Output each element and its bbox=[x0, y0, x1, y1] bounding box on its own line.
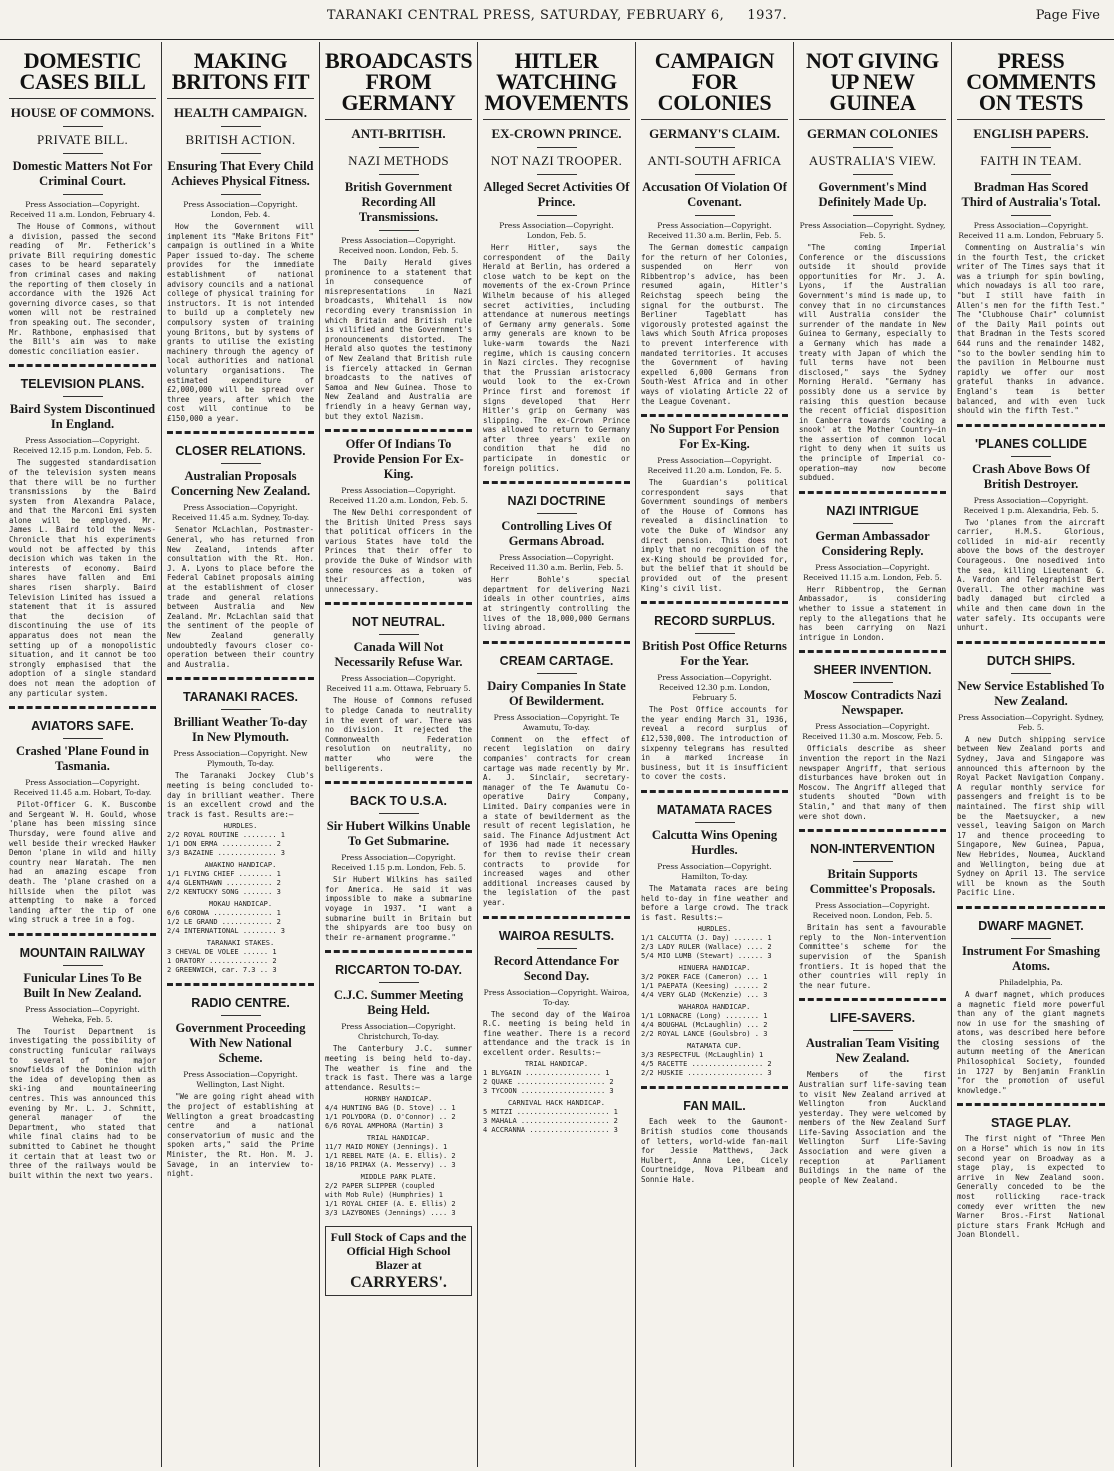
subhead: Moscow Contradicts Nazi Newspaper. bbox=[803, 688, 942, 718]
credit-line: Press Association—Copyright. Received 1 p.m. Alexandria, Feb. 5. bbox=[963, 495, 1099, 515]
subhead: British Government Recording All Transmissions. bbox=[344, 180, 453, 224]
result-line: 1 ORATORY .............. 2 bbox=[167, 957, 277, 966]
race-name: AWAKINO HANDICAP. bbox=[204, 861, 277, 870]
deck: GERMANY'S CLAIM. bbox=[649, 126, 780, 141]
article-body: Senator McLachlan, Postmaster-General, who has returned from New Zealand, intends after consultation with the Rt. Hon. J. A. Lyons to place before the Federal Cabinet proposals aiming at the establishment of closer trade and general relations between Australia and New Zealand. Mr. McLachlan said that the sentiment of the people of New Zealand generally undoubtedly favours closer co-operation between their country and Australia. bbox=[167, 525, 314, 669]
article-body: Two 'planes from the aircraft carrier, H.M.S. Glorious, collided in mid-air recently above the bows of the destroyer Courageous. One nosedived into the sea, killing Lieutenant G. A. Vardon and Telegraphist Bert Overall. The other machine was badly damaged but circled a while and then came down in the water safely. Its occupants were unhurt. bbox=[957, 517, 1105, 633]
section-heading: STAGE PLAY. bbox=[991, 1116, 1071, 1131]
section-heading: NON-INTERVENTION bbox=[810, 842, 935, 857]
article-body: Sir Hubert Wilkins has sailed for America. He said it was impossible to make a submarine voyage in 1937. "I want a submarine built in Britain but the shipyards are too busy on their re-armament programme." bbox=[325, 875, 472, 942]
result-line: 5 MITZI ...................... 1 bbox=[483, 1108, 618, 1117]
article-body: Members of the first Australian surf life-saving team to visit New Zealand arrived at Wellington from Auckland yesterday. They were welcomed by members of the New Zealand Surf Life-Saving Association and the Wellington Surf Life-Saving Association and were given a reception at Parliament Buildings in the name of the people of New Zealand. bbox=[799, 1070, 946, 1185]
credit-line: Press Association—Copyright. Wairoa, To-day. bbox=[483, 987, 630, 1007]
result-line: 4 ACCRANNA ................... 3 bbox=[483, 1126, 618, 1135]
ad-brand: CARRYERS'. bbox=[350, 1274, 447, 1292]
race-name: MIDDLE PARK PLATE. bbox=[360, 1173, 437, 1182]
result-line: 2/2 PAPER SLIPPER (coupled bbox=[325, 1182, 435, 1191]
subhead: Government Proceeding With New National Scheme. bbox=[175, 1021, 306, 1066]
result-line: 2/4 INTERNATIONAL ........ 3 bbox=[167, 927, 286, 936]
result-line: 4/4 VERY GLAD (McKenzie) ... 3 bbox=[641, 991, 768, 1000]
result-line: 1/1 ROYAL CHIEF (A. E. Ellis) 2 bbox=[325, 1200, 456, 1209]
section-heading: RECORD SURPLUS. bbox=[654, 614, 775, 629]
result-line: 1/1 DON ERMA ............ 2 bbox=[167, 840, 281, 849]
subhead: Offer Of Indians To Provide Pension For Ex-King. bbox=[333, 437, 464, 482]
credit-line: Press Association—Copyright. Received 11.20 a.m. London, Fe. 5. bbox=[647, 456, 782, 476]
result-line: 2 QUAKE ..................... 2 bbox=[483, 1078, 614, 1087]
credit-line: Press Association—Copyright. Received 11.30 a.m. Moscow, Feb. 5. bbox=[802, 722, 943, 742]
credit-line: Press Association—Copyright. Received 12.30 p.m. London, February 5. bbox=[657, 673, 772, 703]
result-line: 2/3 LADY RULER (Wallace) .... 2 bbox=[641, 943, 772, 952]
headline: CAMPAIGN FOR COLONIES bbox=[654, 48, 775, 115]
section-heading: TELEVISION PLANS. bbox=[20, 377, 145, 392]
subhead: Record Attendance For Second Day. bbox=[494, 953, 619, 983]
article-body: "The coming Imperial Conference or the discussions outside it should provide opportunities for Mr. J. A. Lyons, if the Australian Government's mind is made up, to convey that in no circumstances will Australia consider the surrender of the mandate in New Guinea to Germany, especially to a Germany which has made a treaty with Japan of which the full terms have not been disclosed," says the Sydney Morning Herald. "Germany has possibly done us a service by raising this question because the recent official disposition in Canberra towards 'cocking a snook' at the Mother Country—in the assertion of common local right to deny when it suits us the principle of Imperial co-operation—may now become subdued. bbox=[799, 243, 946, 483]
credit-line: Press Association—Copyright. Sydney, Feb. 5. bbox=[799, 221, 946, 240]
deck: BRITISH ACTION. bbox=[185, 132, 296, 147]
race-name: MATAMATA CUP. bbox=[687, 1042, 742, 1051]
credit-line: Press Association—Copyright. Sydney, Feb. 5. bbox=[958, 712, 1104, 732]
subhead: Dairy Companies In State Of Bewilderment. bbox=[487, 678, 626, 708]
subhead: Alleged Secret Activities Of Prince. bbox=[483, 180, 630, 209]
column-1 bbox=[4, 42, 162, 1467]
credit-line: Press Association—Copyright. Received 11.30 a.m. Berlin, Feb. 5. bbox=[647, 221, 782, 240]
credit-line: Press Association—Copyright. Received 11 a.m. London, February 4. bbox=[9, 200, 156, 219]
credit-line: Press Association—Copyright. Received 12.15 p.m. London, Feb. 5. bbox=[12, 436, 153, 456]
credit-line: Press Association—Copyright. Received 11.15 a.m. London, Feb. 5. bbox=[803, 562, 942, 582]
result-line: 1/1 POLYDORA (D. O'Connor) .. 2 bbox=[325, 1113, 456, 1122]
column-6 bbox=[794, 42, 952, 1467]
article-body: Comment on the effect of recent legislation on dairy companies' contracts for cream cartage was made recently by Mr. A. J. Sinclair, secretary-manager of the Te Awamutu Co-operative Dairy Company, Limited. Dairy companies were in a state of bewilderment as the result of recent legislation, he said. The Finance Adjustment Act of 1936 had made it necessary for them to revise their cream contracts to provide for increased wages and other additional increases caused by the legislation of the past year. bbox=[483, 734, 630, 907]
result-line: 11/7 MAID MONEY (Jennings). 1 bbox=[325, 1143, 448, 1152]
subhead: Canada Will Not Necessarily Refuse War. bbox=[334, 640, 463, 670]
column-4 bbox=[478, 42, 636, 1467]
result-line: with Mob Rule) (Humphries) 1 bbox=[325, 1191, 444, 1200]
headline: MAKING BRITONS FIT bbox=[171, 48, 310, 94]
article-body: The Canterbury J.C. summer meeting is being held to-day. The weather is fine and the track is fast. There was a large attendance. Results:— bbox=[325, 1044, 472, 1092]
article-body: How the Government will implement its "Make Britons Fit" campaign is outlined in a White Paper issued to-day. The scheme provides for the immediate establishment of national advisory councils and a national college of physical training for instructors. It is not intended to build up a completely new compulsory system of training young Britons, but by systems of grants to utilise the existing machinery through the agency of local authorities and national voluntary organisations. The estimated expenditure of £2,000,000 will be spread over three years, after which the cost will continue to be £150,000 a year. bbox=[167, 222, 314, 423]
article-body: "We are going right ahead with the project of establishing at Wellington a great broadcasting centre and a national conservatorium of music and the spoken arts," said the Prime Minister, the Rt. Hon. M. J. Savage, in an interview to-night. bbox=[167, 1092, 314, 1179]
subhead: Government's Mind Definitely Made Up. bbox=[818, 180, 927, 209]
result-line: 3/3 BAZAINE .............. 3 bbox=[167, 849, 286, 858]
ad-text: Full Stock of Caps and the Official High School Blazer at bbox=[330, 1230, 467, 1273]
columns bbox=[4, 42, 1110, 1467]
deck: GERMAN COLONIES bbox=[806, 126, 939, 141]
race-name: HURDLES. bbox=[223, 822, 258, 831]
race-results bbox=[325, 1095, 472, 1218]
result-line: 6/6 COROWA .............. 1 bbox=[167, 909, 281, 918]
subhead: New Service Established To New Zealand. bbox=[957, 678, 1105, 708]
section-heading: AVIATORS SAFE. bbox=[31, 719, 134, 734]
result-line: 1/1 PAEPATA (Keesing) ...... 2 bbox=[641, 982, 768, 991]
race-name: TRIAL HANDICAP. bbox=[524, 1060, 589, 1069]
section-heading: NAZI INTRIGUE bbox=[826, 503, 919, 518]
section-heading: LIFE-SAVERS. bbox=[829, 1011, 916, 1026]
race-name: CARNIVAL HACK HANDICAP. bbox=[508, 1099, 605, 1108]
section-heading: TARANAKI RACES. bbox=[182, 690, 299, 705]
result-line: 4/4 HUNTING BAG (D. Stove) .. 1 bbox=[325, 1104, 456, 1113]
section-heading: RICCARTON TO-DAY. bbox=[335, 963, 462, 978]
headline: NOT GIVING UP NEW GUINEA bbox=[806, 48, 939, 115]
article-body: Herr Bohle's special department for delivering Nazi ideals in other countries, aims at stringently controlling the lives of the 18,000,000 Germans living abroad. bbox=[483, 575, 630, 633]
race-name: TRIAL HANDICAP. bbox=[366, 1134, 431, 1143]
subhead: Controlling Lives Of Germans Abroad. bbox=[501, 519, 612, 549]
article-body: Herr Hitler, says the correspondent of the Daily Herald at Berlin, has ordered a close watch to be kept on the movements of the ex-Crown Prince Wilhelm because of his alleged secret activities, including attendance at numerous meetings of Germany army generals. Some army generals are known to be luke-warm towards the Nazi regime, which is causing concern in Nazi circles. They recognise that the Prussian aristocracy would look to the ex-Crown Prince first and foremost if signs developed that Herr Hitler's grip on Germany was slipping. The ex-Crown Prince was allowed to return to Germany after three years' exile on condition that he did no participate in domestic or foreign politics. bbox=[483, 243, 630, 473]
result-line: 5/4 MIO LUMB (Stewart) ...... 3 bbox=[641, 952, 772, 961]
article-body: The New Delhi correspondent of the British United Press says that political officers in the various States have told the Princes that their offer to provide the Duke of Windsor with some resources as a token of their affection, was unnecessary. bbox=[325, 508, 472, 594]
subhead: Sir Hubert Wilkins Unable To Get Submarine. bbox=[326, 819, 471, 849]
article-body: Britain has sent a favourable reply to the Non-intervention Committee's scheme for the supervision of the Spanish frontiers. It is hoped that the other countries will reply in the near future. bbox=[799, 923, 946, 990]
result-line: 2/2 HUSKIE .................. 3 bbox=[641, 1069, 772, 1078]
result-line: 2/2 KENTUCKY SONG ....... 3 bbox=[167, 888, 281, 897]
result-line: 3 CHEVAL DE VOLEE ...... 1 bbox=[167, 948, 277, 957]
deck: NOT NAZI TROOPER. bbox=[490, 153, 623, 168]
result-line: 1 BLYGAIN .................. 1 bbox=[483, 1069, 610, 1078]
subhead: No Support For Pension For Ex-King. bbox=[649, 422, 780, 452]
deck: FAITH IN TEAM. bbox=[980, 153, 1082, 168]
deck: EX-CROWN PRINCE. bbox=[491, 126, 622, 141]
result-line: 4/4 BOUGHAL (McLaughlin) ... 2 bbox=[641, 1021, 768, 1030]
credit-line: Press Association—Copyright. Received 11.45 a.m. Hobart, To-day. bbox=[13, 778, 152, 798]
column-2 bbox=[162, 42, 320, 1467]
article-body: Herr Ribbentrop, the German Ambassador, is considering whether to issue a statement in reply to the allegations that he has been carrying on Nazi intrigue in London. bbox=[799, 584, 946, 642]
credit-line: Press Association—Copyright. Received 11.30 a.m. Berlin, Feb. 5. bbox=[489, 553, 624, 573]
section-heading: RADIO CENTRE. bbox=[191, 996, 290, 1011]
advertisement bbox=[325, 1226, 472, 1296]
subhead: German Ambassador Considering Reply. bbox=[815, 528, 930, 558]
race-name: MOKAU HANDICAP. bbox=[208, 900, 273, 909]
race-results bbox=[167, 822, 314, 975]
column-7 bbox=[952, 42, 1110, 1467]
result-line: 1/1 CALCUTTA (J. Day) ....... 1 bbox=[641, 934, 772, 943]
subhead: Funicular Lines To Be Built In New Zealand. bbox=[23, 970, 142, 1000]
result-line: 3/2 POKER FACE (Cameron) ... 1 bbox=[641, 973, 768, 982]
article-body: The first night of "Three Men on a Horse" which is now in its second year on Broadway as a stage play, is expected to arrive in New Zealand soon. Generally conceded to be the most rollicking race-track comedy ever written the new Warner Bros.-First National picture stars Frank McHugh and Joan Blondell. bbox=[957, 1134, 1105, 1240]
credit-line: Press Association—Copyright. Received 11 a.m. Ottawa, February 5. bbox=[326, 674, 471, 694]
subhead: British Post Office Returns For the Year. bbox=[642, 639, 787, 669]
article-body: Pilot-Officer G. K. Buscombe and Sergeant W. H. Gould, whose 'plane has been missing since Thursday, were found alive and well beside their wrecked Hawker Demon 'plane in wild and hilly country near Waratah. The men had an amazing escape from death. The 'plane crashed on a hillside when the pilot was attempting to make a forced landing after the tip of one wing struck a tree in a fog. bbox=[9, 800, 156, 925]
result-line: 2 GREENWICH, car. 7.3 .. 3 bbox=[167, 966, 277, 975]
article-body: A new Dutch shipping service between New Zealand ports and Sydney, Java and Singapore was announced this afternoon by the Royal Packet Navigation Company. A regular monthly service for passengers and freight is to be maintained. The first ship will be the Maetsuycker, a new vessel, leaving Saigon on March 17 and thence proceeding to Singapore, New Guinea, Papua, New Hebrides, Noumea, Auckland and Wellington, being due at Sydney on April 13. The service will be known as the South Pacific Line. bbox=[957, 734, 1105, 898]
column-3 bbox=[320, 42, 478, 1467]
result-line: 6/6 ROYAL AMPHORA (Martin) 3 bbox=[325, 1122, 444, 1131]
result-line: 2/2 ROYAL LANCE (Goulsbro) . 3 bbox=[641, 1030, 768, 1039]
article-body: The suggested standardisation of the television system means that there will be no further transmissions by the Baird system from Alexandra Palace, and that the Marconi Emi system alone will be employed. Mr. James L. Baird told the News-Chronicle that his experiments would not be affected by this decision which was taken in the interests of economy. Baird shares have fallen and Emi shares risen sharply. Baird Television Limited has issued a statement that it is assured that the decision of discontinuing the use of its apparatus does not mean the setting up of a monopolistic situation, and it cannot be too strongly emphasised that the adoption of a single standard does not mean the adoption of any particular system. bbox=[9, 458, 156, 698]
masthead bbox=[0, 0, 1114, 40]
result-line: 3 TYCOON .................... 3 bbox=[483, 1087, 614, 1096]
section-heading: MOUNTAIN RAILWAY bbox=[19, 945, 146, 960]
result-line: 4/4 GLENTHAWN ........... 2 bbox=[167, 879, 281, 888]
subhead: Bradman Has Scored Third of Australia's Total. bbox=[961, 180, 1101, 209]
subhead: Australian Proposals Concerning New Zealand. bbox=[170, 469, 311, 499]
credit-line: Press Association—Copyright. Hamilton, To-day. bbox=[657, 861, 772, 881]
race-name: HORNBY HANDICAP. bbox=[364, 1095, 433, 1104]
result-line: 3 MAHALA ..................... 2 bbox=[483, 1117, 618, 1126]
result-line: 4/5 RACETTE ................. 2 bbox=[641, 1060, 772, 1069]
credit-line: Press Association—Copyright. Christchurch, To-day. bbox=[341, 1022, 456, 1042]
race-name: HINUERA HANDICAP. bbox=[678, 964, 751, 973]
credit-line: Press Association—Copyright. Weheka, Feb. 5. bbox=[25, 1004, 140, 1024]
credit-line: Press Association—Copyright. New Plymouth, To-day. bbox=[173, 749, 308, 769]
subhead: Ensuring That Every Child Achieves Physical Fitness. bbox=[167, 159, 314, 188]
subhead: Australian Team Visiting New Zealand. bbox=[805, 1036, 940, 1066]
deck: ANTI-SOUTH AFRICA bbox=[647, 153, 782, 168]
deck: PRIVATE BILL. bbox=[36, 132, 129, 147]
subhead: Calcutta Wins Opening Hurdles. bbox=[651, 827, 778, 857]
section-heading: DUTCH SHIPS. bbox=[986, 653, 1076, 668]
result-line: 1/1 REBEL MATE (A. E. Ellis). 2 bbox=[325, 1152, 456, 1161]
deck: HEALTH CAMPAIGN. bbox=[174, 105, 307, 120]
result-line: 18/16 PRIMAX (A. Messervy) .. 3 bbox=[325, 1161, 456, 1170]
deck: ANTI-BRITISH. bbox=[351, 126, 446, 141]
page-number: Page Five bbox=[1035, 8, 1100, 23]
result-line: 2/2 ROYAL ROUTINE ........ 1 bbox=[167, 831, 286, 840]
section-heading: 'PLANES COLLIDE bbox=[974, 436, 1087, 451]
result-line: 3/3 LAZYBONES (Jennings) .... 3 bbox=[325, 1209, 456, 1218]
section-heading: NAZI DOCTRINE bbox=[507, 494, 606, 509]
subhead: Crashed 'Plane Found in Tasmania. bbox=[15, 744, 149, 774]
result-line: 3/3 RESPECTFUL (McLaughlin) 1 bbox=[641, 1051, 764, 1060]
credit-line: Press Association—Copyright. Received 11.45 a.m. Sydney, To-day. bbox=[171, 503, 310, 523]
race-name: HURDLES. bbox=[697, 925, 732, 934]
deck: HOUSE OF COMMONS. bbox=[10, 105, 155, 120]
section-heading: WAIROA RESULTS. bbox=[498, 928, 615, 943]
section-heading: CLOSER RELATIONS. bbox=[175, 444, 306, 459]
result-line: 1/1 LORNACRE (Long) ........ 1 bbox=[641, 1012, 768, 1021]
section-heading: NOT NEUTRAL. bbox=[351, 615, 446, 630]
article-body: The Daily Herald gives prominence to a statement that in consequence of misrepresentations in Nazi broadcasts, Whitehall is now recording every transmission in which Britain and British rule is vilified and the Government's pronouncements distorted. The Herald also quotes the testimony of New Zealand that British rule is fiercely attacked in German broadcasts to the natives of Samoa and New Guinea. Those to New Zealand and Australia are friendly in a heavy German way, but they extol Nazism. bbox=[325, 258, 472, 421]
article-body: The House of Commons refused to pledge Canada to neutrality in the event of war. There was no division. It rejected the Commonwealth Federation resolution on neutrality, no matter who were the belligerents. bbox=[325, 696, 472, 773]
deck: NAZI METHODS bbox=[348, 153, 449, 168]
column-5 bbox=[636, 42, 794, 1467]
result-line: 1/1 FLYING CHIEF ........ 1 bbox=[167, 870, 281, 879]
section-heading: MATAMATA RACES bbox=[656, 802, 773, 817]
article-body: The House of Commons, without a division, passed the second reading of Mr. Fetherick's private Bill requiring domestic cases to be heard separately from criminal cases and making the reporting of them closely in accordance with the 1926 Act governing divorce cases, so that women will not be restrained from speaking out. The seconder, Mr. Rathbone, emphasised that the Bill's aim was to make domestic conciliation easier. bbox=[9, 222, 156, 356]
race-results bbox=[483, 1060, 630, 1135]
race-results bbox=[641, 925, 788, 1078]
article-body: A dwarf magnet, which produces a magnetic field more powerful than any of the giant magnets now in use for the smashing of atoms, was described here before the closing sessions of the autumn meeting of the American Philosophical Society, founded in 1727 by Benjamin Franklin "for the promotion of useful knowledge." bbox=[957, 989, 1105, 1095]
article-body: Commenting on Australia's win in the fourth Test, the cricket writer of The Times says that it was a triumph for spin bowling, which nowadays is all too rare, "but I still have faith in Allen's men for the fifth Test." The "Clubhouse Chair" columnist of the Daily Mail points out that Bradman in the Tests scored 644 runs and the remainder 1482, "so to the bowler sending him to the pavilion in Melbourne must rapidly we offer our most grateful thanks in advance. England's team is better balanced, and with even luck should win the fifth Test." bbox=[957, 243, 1105, 416]
section-heading: CREAM CARTAGE. bbox=[499, 653, 614, 668]
credit-line: Press Association—Copyright. London, Feb. 5. bbox=[499, 221, 614, 240]
section-heading: SHEER INVENTION. bbox=[813, 663, 932, 678]
headline: DOMESTIC CASES BILL bbox=[19, 48, 146, 94]
race-name: TARANAKI STAKES. bbox=[206, 939, 275, 948]
article-body: The German domestic campaign for the return of her Colonies, suspended on Herr von Ribbentrop's advice, has been resumed again, Hitler's Reichstag speech being the signal for the outburst. The Berliner Tageblatt has vigorously protested against the laws which South Africa proposes to prevent interference with mandated territories. It accuses the Government of having expelled 6,000 Germans from South-West Africa and in other ways of violating Article 22 of the League Covenant. bbox=[641, 243, 788, 406]
article-body: The second day of the Wairoa R.C. meeting is being held in fine weather. There is a record attendance and the track is in excellent order. Results:— bbox=[483, 1009, 630, 1057]
result-line: 1/2 LE GRAND ............ 2 bbox=[167, 918, 281, 927]
race-name: WAHAROA HANDICAP. bbox=[678, 1003, 751, 1012]
masthead-title: TARANAKI CENTRAL PRESS, SATURDAY, FEBRUARY 6, 1937. bbox=[326, 8, 788, 23]
credit-line: Philadelphia, Pa. bbox=[999, 977, 1063, 987]
article-body: Each week to the Gaumont-British studios come thousands of letters, world-wide fan-mail for Jessie Matthews, Jack Hulbert, Anna Lee, Cicely Courtneidge, Nova Pilbeam and Sonnie Hale. bbox=[641, 1117, 788, 1184]
credit-line: Press Association—Copyright. Received 11.20 a.m. London, Feb. 5. bbox=[329, 486, 468, 506]
subhead: Instrument For Smashing Atoms. bbox=[962, 943, 1100, 973]
section-heading: DWARF MAGNET. bbox=[978, 918, 1084, 933]
subhead: C.J.C. Summer Meeting Being Held. bbox=[333, 988, 464, 1018]
credit-line: Press Association—Copyright. Received noon. London, Feb. 5. bbox=[338, 236, 459, 255]
subhead: Crash Above Bows Of British Destroyer. bbox=[972, 461, 1090, 491]
credit-line: Press Association—Copyright. Received 11 a.m. London, February 5. bbox=[958, 221, 1104, 240]
subhead: Baird System Discontinued In England. bbox=[9, 402, 156, 432]
subhead: Accusation Of Violation Of Covenant. bbox=[642, 180, 787, 209]
credit-line: Press Association—Copyright. London, Feb. 4. bbox=[183, 200, 298, 219]
credit-line: Press Association—Copyright. Received 1.15 p.m. London, Feb. 5. bbox=[331, 853, 466, 873]
article-body: The Matamata races are being held to-day in fine weather and before a large crowd. The track is fast. Results:— bbox=[641, 883, 788, 922]
deck: ENGLISH PAPERS. bbox=[973, 126, 1089, 141]
subhead: Domestic Matters Not For Criminal Court. bbox=[12, 159, 153, 188]
headline: HITLER WATCHING MOVEMENTS bbox=[484, 48, 629, 115]
article-body: The Guardian's political correspondent says that Government soundings of members of the House of Commons has revealed a disinclination to vote the Duke of Windsor any direct pension. This does not imply that no recognition of the ex-King should be provided for, but the belief that it should be provided out of the present King's civil list. bbox=[641, 478, 788, 593]
headline: PRESS COMMENTS ON TESTS bbox=[966, 48, 1096, 115]
deck: AUSTRALIA'S VIEW. bbox=[808, 153, 937, 168]
article-body: The Post Office accounts for the year ending March 31, 1936, reveal a record surplus of £12,530,000. The introduction of sixpenny telegrams has resulted in a marked increase in business, but it is insufficient to cover the costs. bbox=[641, 705, 788, 782]
credit-line: Press Association—Copyright. Wellington, Last Night. bbox=[183, 1070, 298, 1090]
headline: BROADCASTS FROM GERMANY bbox=[325, 48, 473, 115]
article-body: The Tourist Department is investigating the possibility of constructing funicular railways to several of the major snowfields of the Dominion with the idea of developing them as ski-ing and mountaineering centres. This was announced this evening by Mr. L. J. Schmitt, general manager of the Department, who stated that while final claims had to be submitted to Cabinet he thought it certain that at least two or three of the railways would be built within the next two years. bbox=[9, 1026, 156, 1180]
article-body: Officials describe as sheer invention the report in the Nazi newspaper Angriff, that serious disturbances have broken out in Moscow. The Angriff alleged that students shouted "Down with Stalin," and that many of them were shot down. bbox=[799, 744, 946, 821]
section-heading: BACK TO U.S.A. bbox=[350, 794, 447, 809]
credit-line: Press Association—Copyright. Te Awamutu, To-day. bbox=[493, 712, 620, 732]
article-body: The Taranaki Jockey Club's meeting is being concluded to-day in brilliant weather. There is an excellent crowd and the track is fast. Results are:— bbox=[167, 771, 314, 819]
credit-line: Press Association—Copyright. Received noon. London, Feb. 5. bbox=[812, 901, 933, 921]
subhead: Brilliant Weather To-day In New Plymouth. bbox=[173, 715, 308, 745]
subhead: Britain Supports Committee's Proposals. bbox=[809, 867, 936, 897]
section-heading: FAN MAIL. bbox=[683, 1099, 746, 1114]
